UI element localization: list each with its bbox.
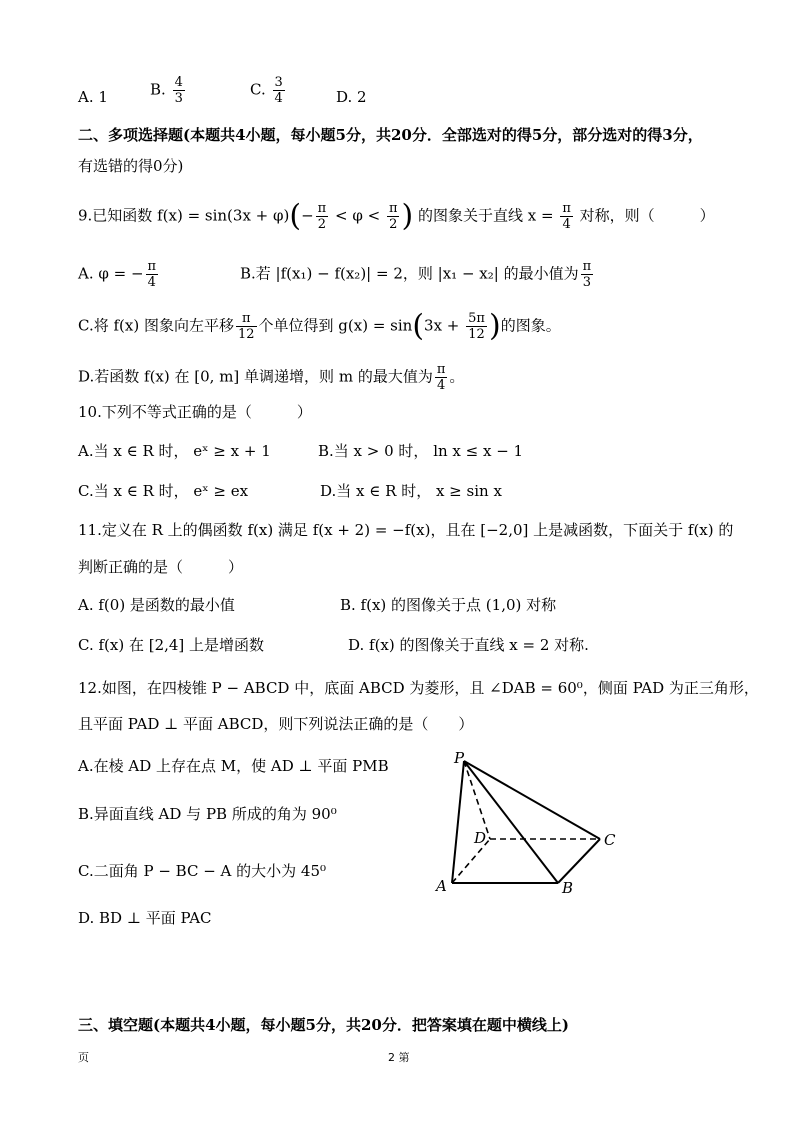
- label-c: C: [604, 831, 616, 849]
- footer-page-number: 2 第: [388, 1051, 410, 1064]
- q11-option-d: D. f(x) 的图像关于直线 x = 2 对称.: [348, 636, 589, 654]
- q11-option-a: A. f(0) 是函数的最小值: [78, 596, 235, 614]
- prev-option-a: A. 1: [78, 88, 108, 106]
- q9-option-a: A. φ = − $\frac{\pi}{4}$: [78, 259, 157, 290]
- footer-left: 页: [78, 1051, 89, 1064]
- prev-option-c: C. $\frac{3}{4}$: [250, 75, 283, 106]
- pyramid-figure: [430, 745, 630, 895]
- q11-option-b: B. f(x) 的图像关于点 (1,0) 对称: [340, 596, 557, 614]
- edge-pb: [464, 761, 558, 883]
- prev-option-d: D. 2: [336, 88, 367, 106]
- q10-stem: 10.下列不等式正确的是（ ）: [78, 403, 312, 421]
- label-p: P: [454, 749, 465, 767]
- q9-stem: 9.已知函数 f(x) = sin(3x + φ)(− $\frac{\pi}{2}$ < φ < $\frac{\pi}{2}$ ) 的图象关于直线 x = $\frac{\pi}{4}$ 对称，则（ ）: [78, 198, 715, 234]
- label-b: B: [562, 879, 574, 895]
- edge-pc: [464, 761, 600, 839]
- prev-option-b: B. $\frac{4}{3}$: [150, 75, 183, 106]
- q11-stem: 11.定义在 R 上的偶函数 f(x) 满足 f(x + 2) = −f(x)，且在 [−2,0] 上是减函数，下面关于 f(x) 的: [78, 521, 734, 539]
- q10-option-a: A.当 x ∈ R 时， eˣ ≥ x + 1: [78, 442, 271, 460]
- q12-option-d: D. BD ⊥ 平面 PAC: [78, 909, 212, 927]
- q11-stem-cont: 判断正确的是（ ）: [78, 558, 244, 576]
- q12-option-c: C.二面角 P − BC − A 的大小为 45⁰: [78, 862, 327, 880]
- edge-pa: [452, 761, 464, 883]
- q9-option-c: C.将 f(x) 图象向左平移 $\frac{\pi}{12}$ 个单位得到 g(x) = sin(3x + $\frac{5\pi}{12}$ )的图象。: [78, 308, 561, 344]
- q10-option-c: C.当 x ∈ R 时， eˣ ≥ ex: [78, 482, 249, 500]
- q10-option-d: D.当 x ∈ R 时， x ≥ sin x: [320, 482, 502, 500]
- q12-option-b: B.异面直线 AD 与 PB 所成的角为 90⁰: [78, 805, 337, 823]
- section-3-heading: 三、填空题(本题共4小题，每小题5分，共20分．把答案填在题中横线上): [78, 1016, 569, 1034]
- q9-option-d: D.若函数 f(x) 在 [0, m] 单调递增，则 m 的最大值为 $\frac{\pi}{4}$ 。: [78, 362, 465, 393]
- q12-option-a: A.在棱 AD 上存在点 M，使 AD ⊥ 平面 PMB: [78, 757, 389, 775]
- q12-stem: 12.如图，在四棱锥 P − ABCD 中，底面 ABCD 为菱形，且 ∠DAB = 60⁰，侧面 PAD 为正三角形，: [78, 679, 759, 697]
- section-2-heading-cont: 有选错的得0分): [78, 157, 184, 175]
- q12-stem-cont: 且平面 PAD ⊥ 平面 ABCD，则下列说法正确的是（ ）: [78, 715, 474, 733]
- label-d: D: [474, 829, 487, 847]
- label-a: A: [436, 877, 447, 895]
- edge-bc: [558, 839, 600, 883]
- section-2-heading: 二、多项选择题(本题共4小题，每小题5分，共20分．全部选对的得5分，部分选对的得3分，: [78, 126, 703, 144]
- q10-option-b: B.当 x > 0 时， ln x ≤ x − 1: [318, 442, 524, 460]
- q9-option-b: B.若 |f(x₁) − f(x₂)| = 2，则 |x₁ − x₂| 的最小值为 $\frac{\pi}{3}$: [240, 259, 592, 290]
- q11-option-c: C. f(x) 在 [2,4] 上是增函数: [78, 636, 265, 654]
